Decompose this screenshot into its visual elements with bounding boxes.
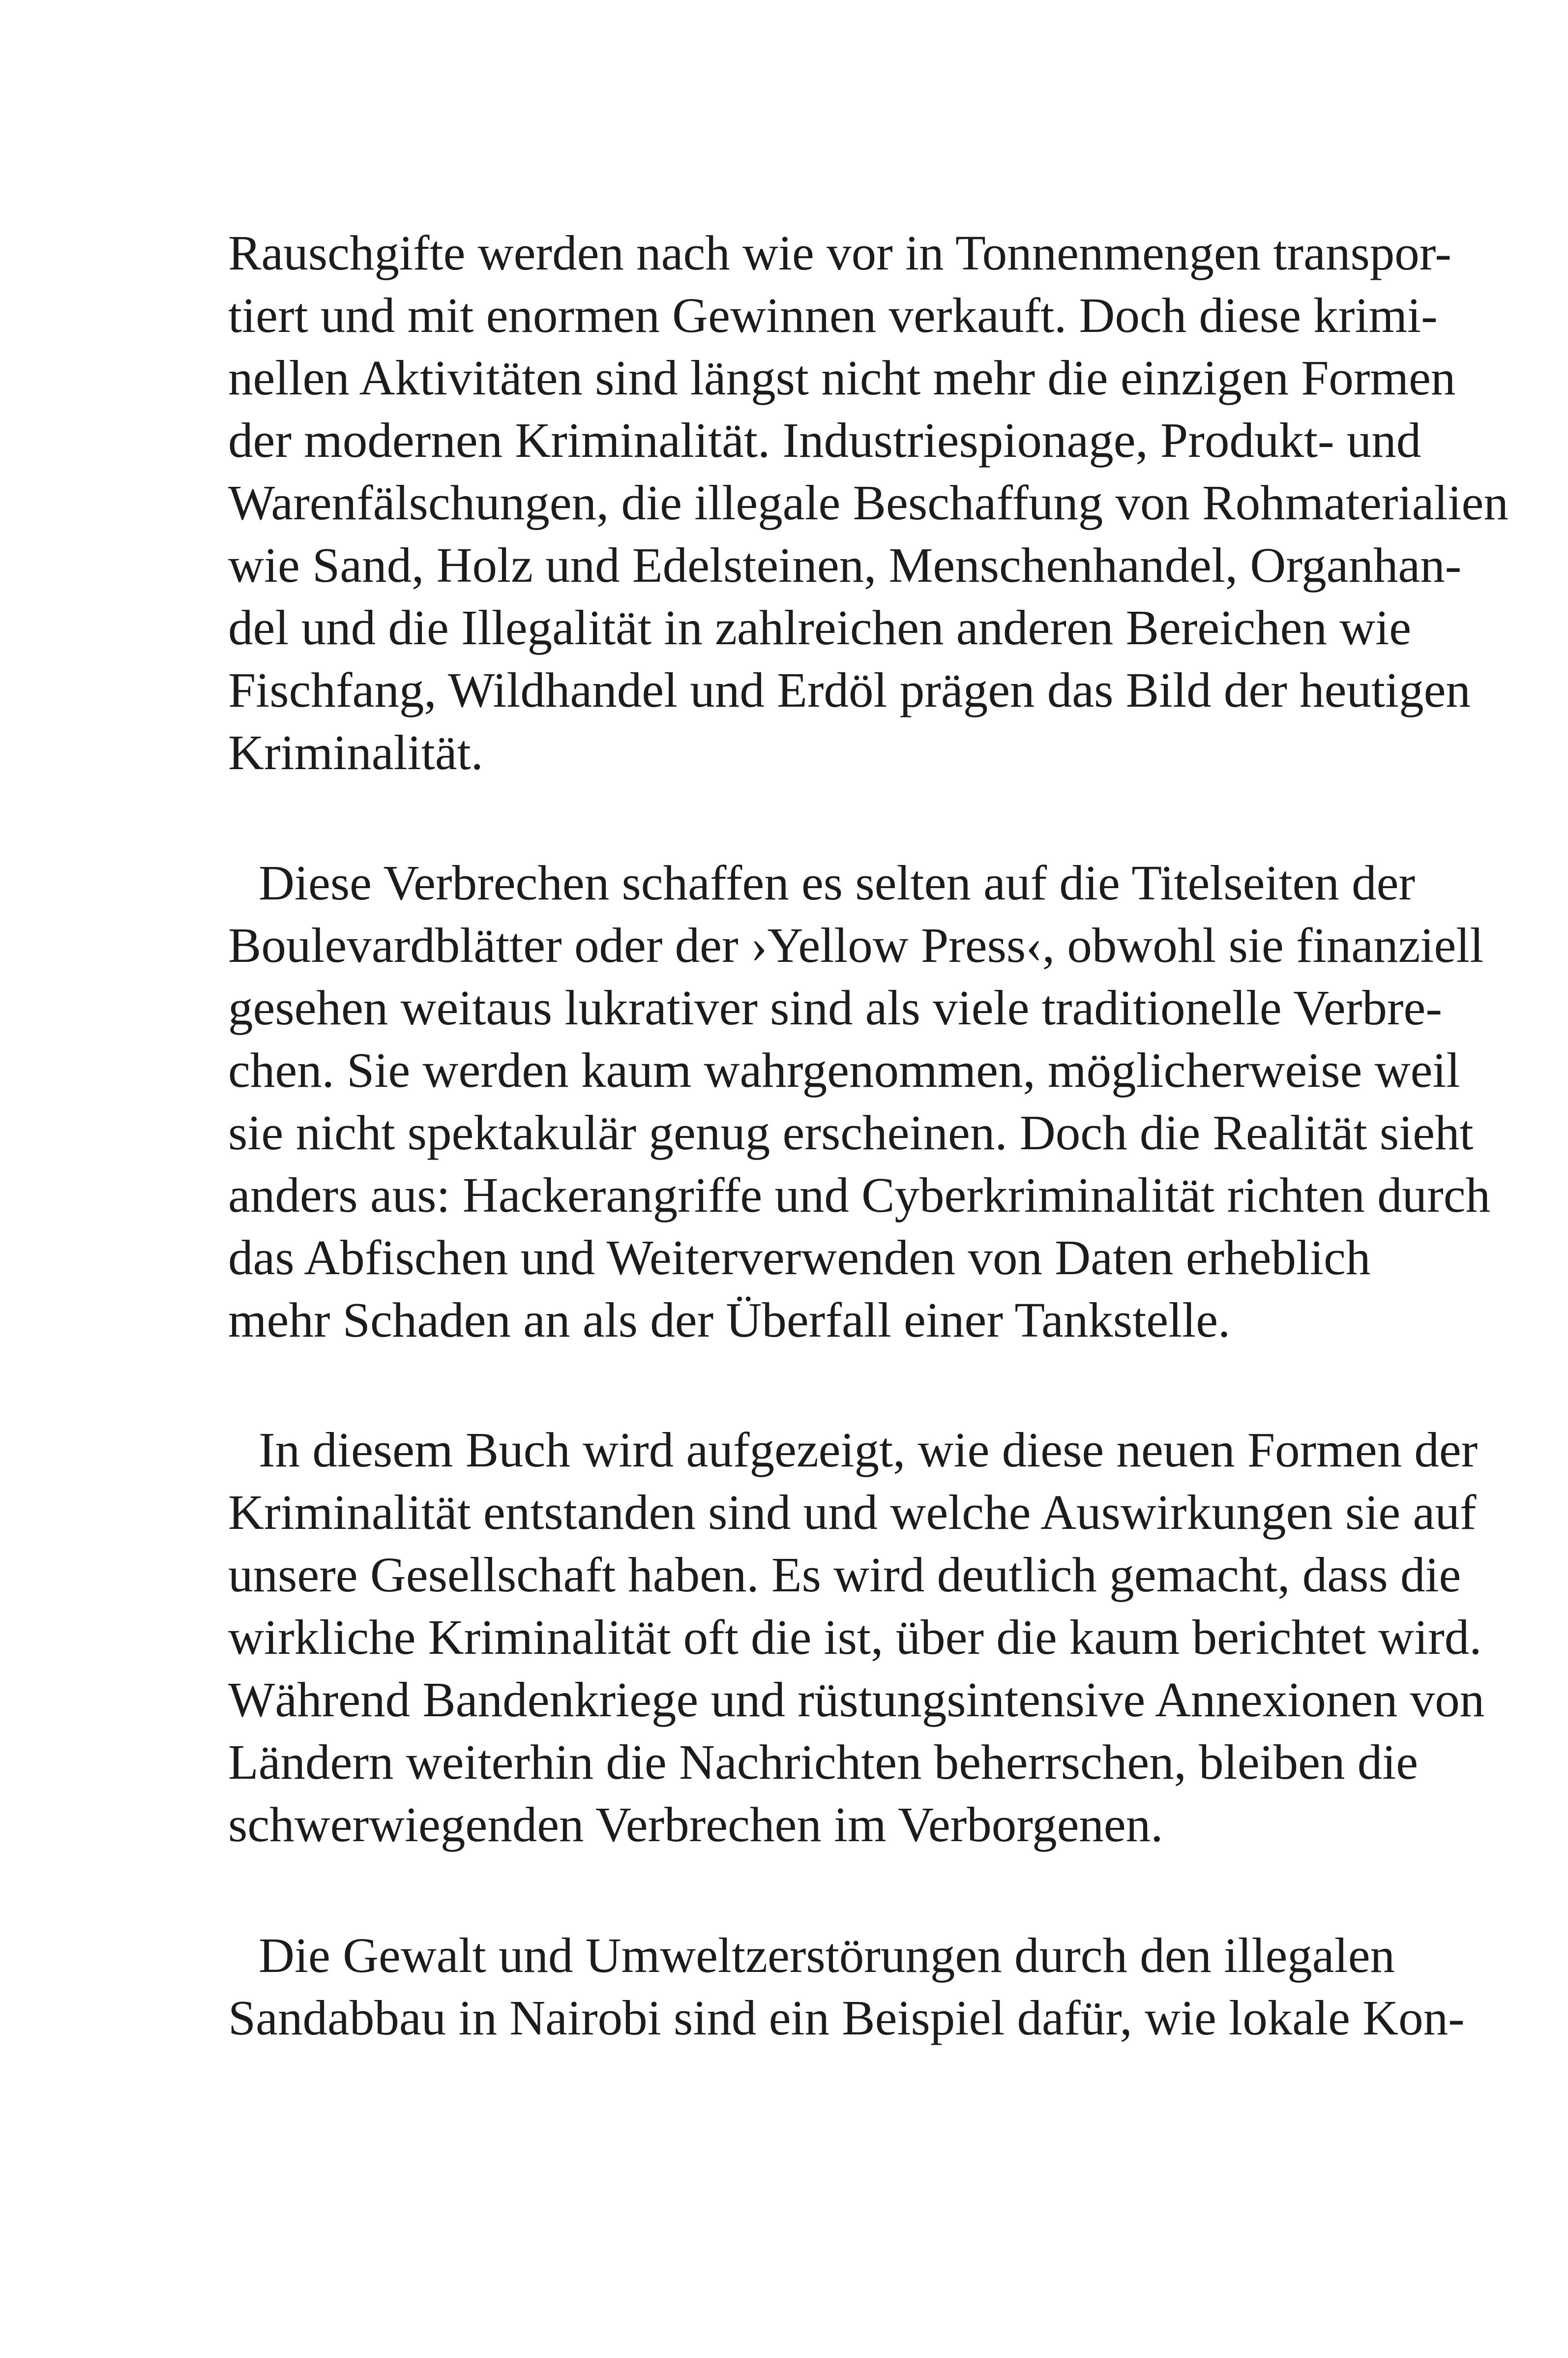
text-line: Kriminalität entstanden sind und welche Auswirkungen sie auf bbox=[228, 1485, 1477, 1540]
text-line: unsere Gesellschaft haben. Es wird deutlich gemacht, dass die bbox=[228, 1547, 1461, 1602]
paragraph bbox=[228, 1419, 1485, 1856]
text-line: Die Gewalt und Umweltzerstörungen durch den illegalen bbox=[259, 1928, 1395, 1983]
text-line: Warenfälschungen, die illegale Beschaffung von Rohmaterialien bbox=[228, 475, 1509, 530]
text-line: nellen Aktivitäten sind längst nicht mehr die einzigen Formen bbox=[228, 350, 1456, 405]
text-line: Boulevardblätter oder der ›Yellow Press‹, obwohl sie finanziell bbox=[228, 918, 1484, 973]
text-line: Ländern weiterhin die Nachrichten beherrschen, bleiben die bbox=[228, 1734, 1419, 1790]
text-line: chen. Sie werden kaum wahrgenommen, möglicherweise weil bbox=[228, 1043, 1460, 1098]
text-line: mehr Schaden an als der Überfall einer Tankstelle. bbox=[228, 1292, 1231, 1347]
text-line: Diese Verbrechen schaffen es selten auf die Titelseiten der bbox=[259, 855, 1416, 910]
text-line: schwerwiegenden Verbrechen im Verborgenen. bbox=[228, 1797, 1163, 1852]
paragraph bbox=[228, 852, 1491, 1351]
text-line: Während Bandenkriege und rüstungsintensive Annexionen von bbox=[228, 1672, 1485, 1727]
text-line: del und die Illegalität in zahlreichen anderen Bereichen wie bbox=[228, 600, 1412, 655]
text-line: das Abfischen und Weiterverwenden von Daten erheblich bbox=[228, 1230, 1371, 1285]
text-line: der modernen Kriminalität. Industriespionage, Produkt- und bbox=[228, 413, 1421, 468]
text-line: wie Sand, Holz und Edelsteinen, Menschenhandel, Organhan- bbox=[228, 537, 1462, 593]
text-line: Sandabbau in Nairobi sind ein Beispiel dafür, wie lokale Kon- bbox=[228, 1990, 1465, 2045]
text-line: Kriminalität. bbox=[228, 725, 483, 780]
text-line: Fischfang, Wildhandel und Erdöl prägen das Bild der heutigen bbox=[228, 662, 1471, 717]
text-line: tiert und mit enormen Gewinnen verkauft. Doch diese krimi- bbox=[228, 288, 1438, 343]
text-line: sie nicht spektakulär genug erscheinen. Doch die Realität sieht bbox=[228, 1105, 1474, 1160]
text-line: gesehen weitaus lukrativer sind als viele traditionelle Verbre- bbox=[228, 980, 1442, 1035]
text-line: Rauschgifte werden nach wie vor in Tonnenmengen transpor- bbox=[228, 225, 1452, 280]
paragraph bbox=[228, 222, 1509, 784]
text-line: wirkliche Kriminalität oft die ist, über die kaum berichtet wird. bbox=[228, 1610, 1482, 1665]
text-line: anders aus: Hackerangriffe und Cyberkriminalität richten durch bbox=[228, 1167, 1491, 1223]
paragraph bbox=[228, 1924, 1465, 2049]
text-line: In diesem Buch wird aufgezeigt, wie diese neuen Formen der bbox=[259, 1422, 1478, 1477]
